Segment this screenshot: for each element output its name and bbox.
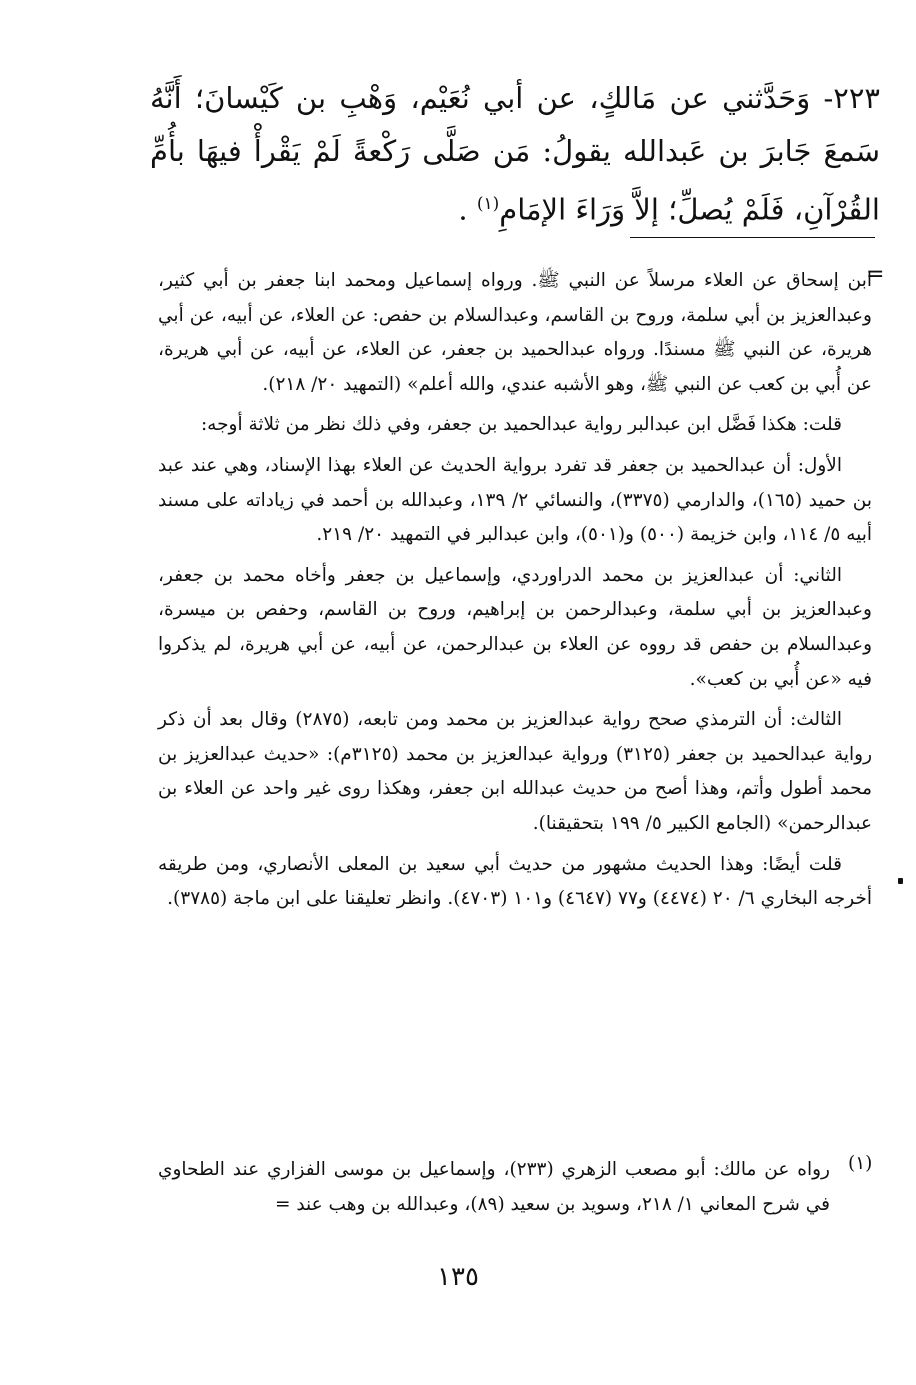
note-paragraph-5: الثالث: أن الترمذي صحح رواية عبدالعزيز بن محمد ومن تابعه، (٢٨٧٥) وقال بعد أن ذكر رواية عبدالحميد بن جعفر (٣١٢٥) ورواية عبدالعزيز بن محمد (٣١٢٥م): «حديث عبدالعزيز بن محمد أطول وأتم، وهذا أصح من حديث عبدالله ابن جعفر، وهكذا روى غير واحد عن العلاء بن عبدالرحمن» (الجامع الكبير ٥/ ١٩٩ بتحقيقنا). — [158, 709, 873, 834]
hadith-text-block — [150, 72, 880, 237]
footnote-text: رواه عن مالك: أبو مصعب الزهري (٢٣٣)، وإسماعيل بن موسى الفزاري عند الطحاوي في شرح المعاني ١/ ٢١٨، وسويد بن سعيد (٨٩)، وعبدالله بن وهب عند = — [158, 1159, 830, 1215]
note-paragraph-2: قلت: هكذا فَضَّل ابن عبدالبر رواية عبدالحميد بن جعفر، وفي ذلك نظر من ثلاثة أوجه: — [200, 414, 842, 436]
hadith-paragraph — [150, 72, 880, 237]
footnote-number: (١) — [848, 1153, 873, 1174]
footnote-block — [158, 1153, 830, 1222]
continued-footnotes — [158, 264, 872, 917]
note-paragraph-1: ابن إسحاق عن العلاء مرسلاً عن النبي ﷺ. ورواه إسماعيل ومحمد ابنا جعفر بن أبي كثير، وعبدالعزيز بن أبي سلمة، وروح بن القاسم، وعبدالسلام بن حفص: عن العلاء، عن أبيه، عن أبي هريرة، عن النبي ﷺ مسندًا. ورواه عبدالحميد بن جعفر، عن العلاء، عن أبيه، عن أبي هريرة، عن أُبي بن كعب عن النبي ﷺ، وهو الأشبه عندي، والله أعلم» (التمهيد ٢٠/ ٢١٨). — [158, 270, 872, 395]
margin-dot — [898, 878, 903, 884]
hadith-text: ٢٢٣- وَحَدَّثني عن مَالكٍ، عن أبي نُعَيْم، وَهْبِ بن كَيْسانَ؛ أَنَّهُ سَمعَ جَابرَ بن عَبدالله يقولُ: مَن صَلَّى رَكْعةً لَمْ يَقْرأْ فيهَا بأُمِّ القُرْآنِ، فَلَمْ يُصلِّ؛ إلاَّ وَرَاءَ الإمَامِ — [150, 81, 880, 227]
note-paragraph-3: الأول: أن عبدالحميد بن جعفر قد تفرد برواية الحديث عن العلاء بهذا الإسناد، وهي عند عبد بن حميد (١٦٥)، والدارمي (٣٣٧٥)، والنسائي ٢/ ١٣٩، وعبدالله بن أحمد في زياداته على مسند أبيه ٥/ ١١٤، وابن خزيمة (٥٠٠) و(٥٠١)، وابن عبدالبر في التمهيد ٢٠/ ٢١٩. — [158, 454, 872, 546]
continuation-mark: = — [866, 262, 885, 287]
note-paragraph-4: الثاني: أن عبدالعزيز بن محمد الدراوردي، وإسماعيل بن جعفر وأخاه محمد بن جعفر، وعبدالعزيز بن أبي سلمة، وعبدالرحمن بن إبراهيم، وروح بن القاسم، وحفص بن ميسرة، وعبدالسلام بن حفص قد رووه عن العلاء بن عبدالرحمن، عن أبيه، عن أبي هريرة، لم يذكروا فيه «عن أُبي بن كعب». — [158, 564, 872, 690]
note-paragraph-6: قلت أيضًا: وهذا الحديث مشهور من حديث أبي سعيد بن المعلى الأنصاري، ومن طريقه أخرجه البخاري ٦/ ٢٠ (٤٤٧٤) و٧٧ (٤٦٤٧) و١٠١ (٤٧٠٣). وانظر تعليقنا على ابن ماجة (٣٧٨٥). — [158, 853, 872, 910]
hadith-end: . — [458, 192, 477, 227]
page-number: ١٣٥ — [437, 1262, 479, 1292]
footnote-separator-line — [630, 237, 875, 238]
footnote-reference: (١) — [476, 194, 500, 214]
